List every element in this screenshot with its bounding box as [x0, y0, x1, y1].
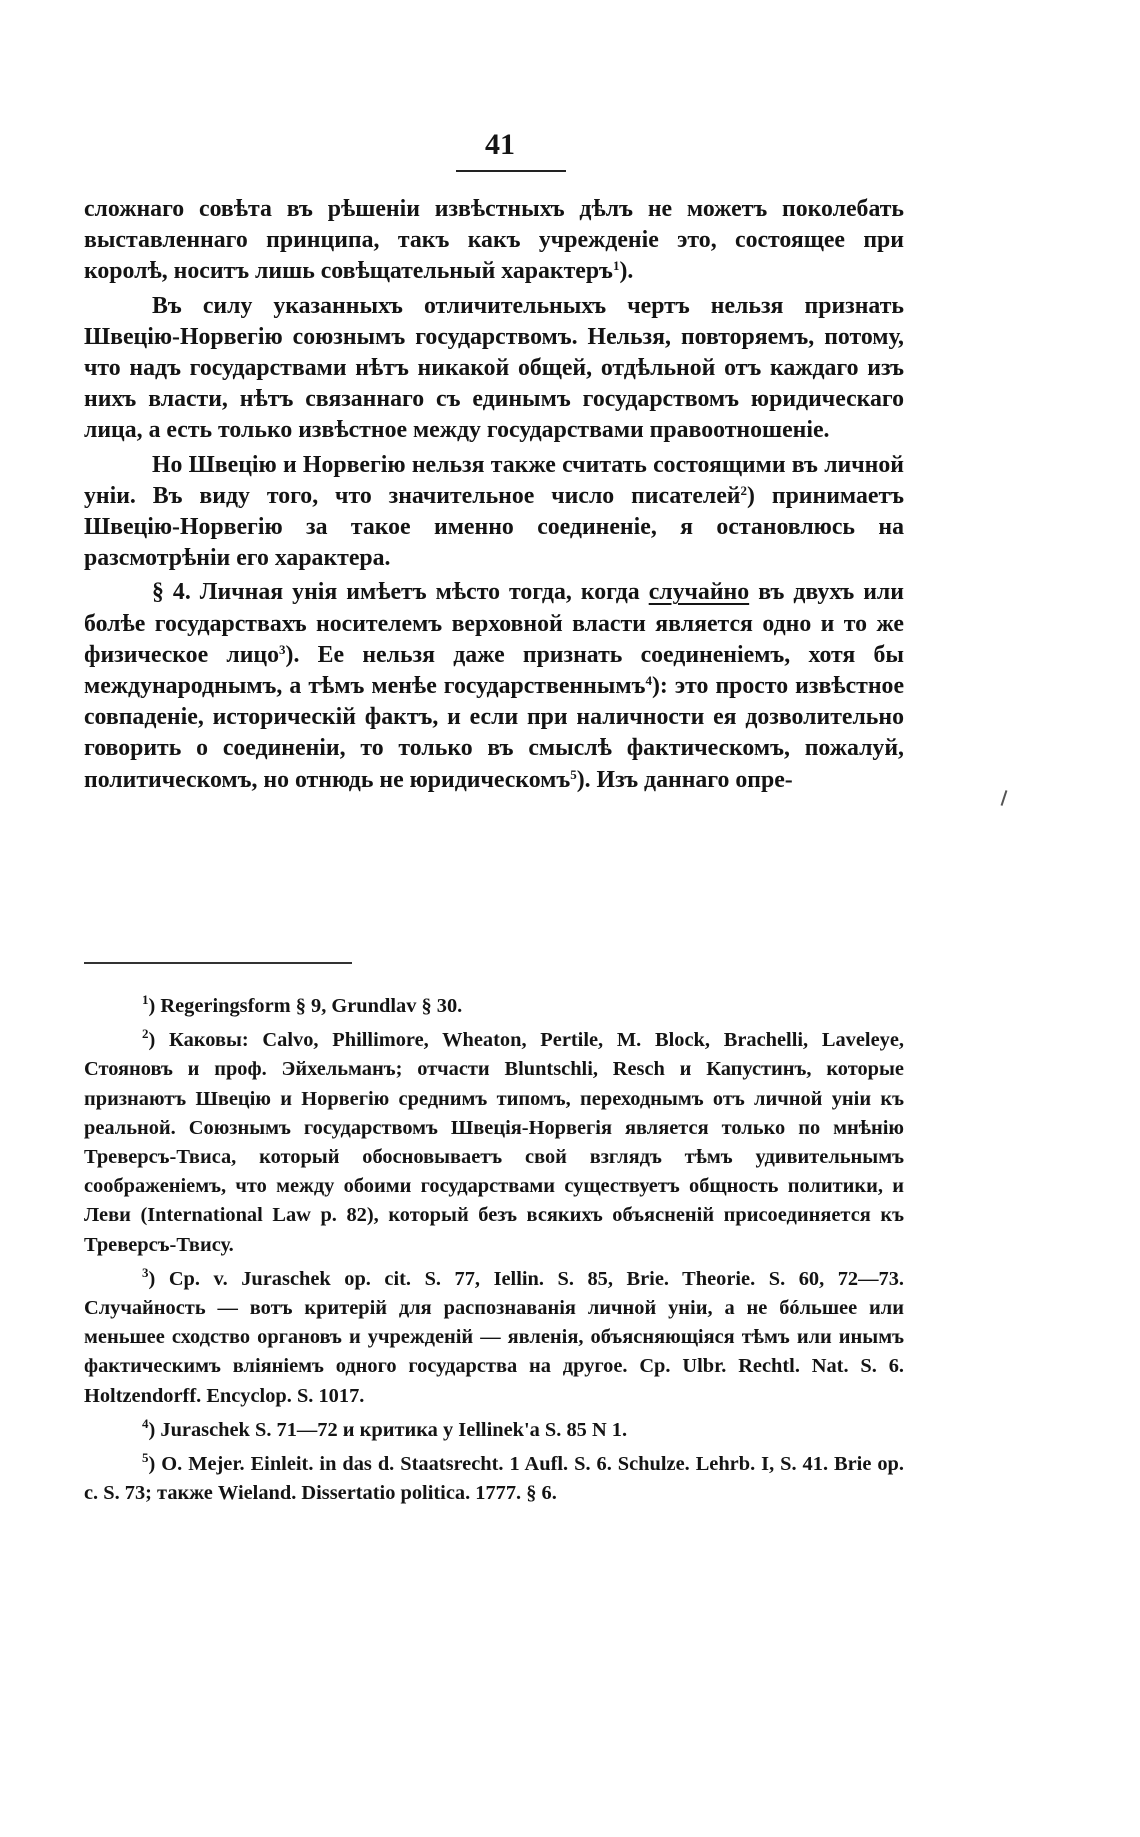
- paragraph-1-end: ).: [619, 258, 634, 285]
- footnote-mark-1: 1: [142, 992, 149, 1007]
- paragraph-4-text-e: ). Изъ даннаго опре-: [576, 766, 793, 793]
- footnote-3: [84, 1265, 904, 1411]
- footnote-ref-3: 3: [279, 641, 286, 657]
- footnote-mark-2: 2: [142, 1026, 149, 1042]
- footnote-5-text: ) O. Mejer. Einleit. in das d. Staatsrecht. 1 Aufl. S. 6. Schulze. Lehrb. I, S. 41. Brie op. c. S. 73; также Wieland. Dissertatio politica. 1777. § 6.: [84, 1453, 904, 1505]
- paragraph-4-text-d: ): это просто извѣстное совпаденie, историческiй фактъ, и если при наличности ея дозволительно говорить о соединенiи, то только въ смыслѣ фактическомъ, пожалуй, политическомъ, но отнюдь не юридическомъ: [84, 673, 905, 793]
- footnote-ref-1: 1: [612, 258, 620, 274]
- footnote-ref-4: 4: [645, 673, 652, 689]
- page-number-rule: [456, 170, 566, 172]
- page-number: 41: [485, 128, 515, 161]
- footnote-5: [84, 1450, 904, 1508]
- emphasized-word: случайно: [648, 579, 750, 606]
- footnote-mark-3: 3: [142, 1264, 149, 1280]
- paragraph-2-text: Въ силу указанныхъ отличительныхъ чертъ нельзя признать Швецiю-Норвегiю союзнымъ государствомъ. Нельзя, повторяемъ, потому, что надъ государствами нѣтъ никакой общей, отдѣльной отъ каждаго изъ нихъ власти, нѣтъ связаннаго съ единымъ государствомъ юридическаго лица, а есть только извѣстное между государствами правоотношенie.: [84, 292, 904, 444]
- paragraph-2: [84, 291, 904, 447]
- footnote-mark-5: 5: [142, 1450, 149, 1466]
- paragraph-4-text-c: ). Ее нельзя даже признать соединенiемъ, хотя бы международнымъ, а тѣмъ менѣе государственнымъ: [84, 641, 904, 700]
- main-text: [84, 194, 904, 796]
- footnote-2-text: ) Каковы: Calvo, Phillimore, Wheaton, Pertile, M. Block, Brachelli, Laveleye, Стояновъ и проф. Эйхельманъ; отчасти Bluntschli, Resch и Капустинъ, которые признаютъ Швецiю и Норвегiю среднимъ типомъ, переходнымъ отъ личной унiи къ реальной. Союзнымъ государствомъ Швецiя-Норвегiя является только по мнѣнiю Треверсъ-Твиса, который обосновываетъ свой взглядъ тѣмъ удивительнымъ соображенiемъ, что между обоими государствами существуетъ общность политики, и Леви (International Law p. 82), который безъ всякихъ объясненiй присоединяется къ Треверсъ-Твису.: [84, 1029, 904, 1256]
- footnote-2: [84, 1026, 904, 1260]
- footnote-4-text: ) Juraschek S. 71—72 и критика у Iellinek'а S. 85 N 1.: [148, 1418, 628, 1441]
- paragraph-4-text-a: § 4. Личная унiя имѣетъ мѣсто тогда, когда: [152, 579, 640, 606]
- paragraph-4-text-b: въ двухъ или болѣе государствахъ носителемъ верховной власти является одно и то же физическое лицо: [84, 579, 904, 668]
- footnote-ref-2: 2: [740, 482, 748, 498]
- paragraph-3-text-a: Но Швецiю и Норвегiю нельзя также считать состоящими въ личной унiи. Въ виду того, что значительное число писателей: [84, 451, 904, 509]
- footnotes: [84, 992, 904, 1513]
- paragraph-1-text: сложнаго совѣта въ рѣшенiи извѣстныхъ дѣлъ не можетъ поколебать выставленнаго принципа, такъ какъ учрежденie это, состоящее при королѣ, носитъ лишь совѣщательный характеръ: [84, 196, 904, 285]
- footnote-1: [84, 992, 904, 1021]
- footnote-separator: [84, 962, 352, 964]
- footnote-3-text: ) Cp. v. Juraschek op. cit. S. 77, Iellin. S. 85, Brie. Theorie. S. 60, 72—73. Случайность — вотъ критерiй для распознаванiя личной унiи, а не бóльшее или меньшее сходство органовъ и учрежденiй — явленiя, объясняющiяся тѣмъ или инымъ фактическимъ влiянiемъ одного государства на другое. Cp. Ulbr. Rechtl. Nat. S. 6. Holtzendorff. Encyclop. S. 1017.: [84, 1267, 904, 1407]
- footnote-4: [84, 1416, 904, 1445]
- paragraph-3-text-b: ) принимаетъ Швецiю-Норвегiю за такое именно соединенie, я остановлюсь на разсмотрѣнiи его характера.: [84, 482, 905, 572]
- footnote-ref-5: 5: [570, 766, 577, 782]
- paragraph-3: [84, 450, 904, 575]
- margin-mark: [1001, 790, 1008, 806]
- paragraph-1: [84, 194, 904, 288]
- footnote-1-text: ) Regeringsform § 9, Grundlav § 30.: [148, 995, 463, 1017]
- footnote-mark-4: 4: [142, 1415, 149, 1431]
- paragraph-4: [84, 577, 904, 795]
